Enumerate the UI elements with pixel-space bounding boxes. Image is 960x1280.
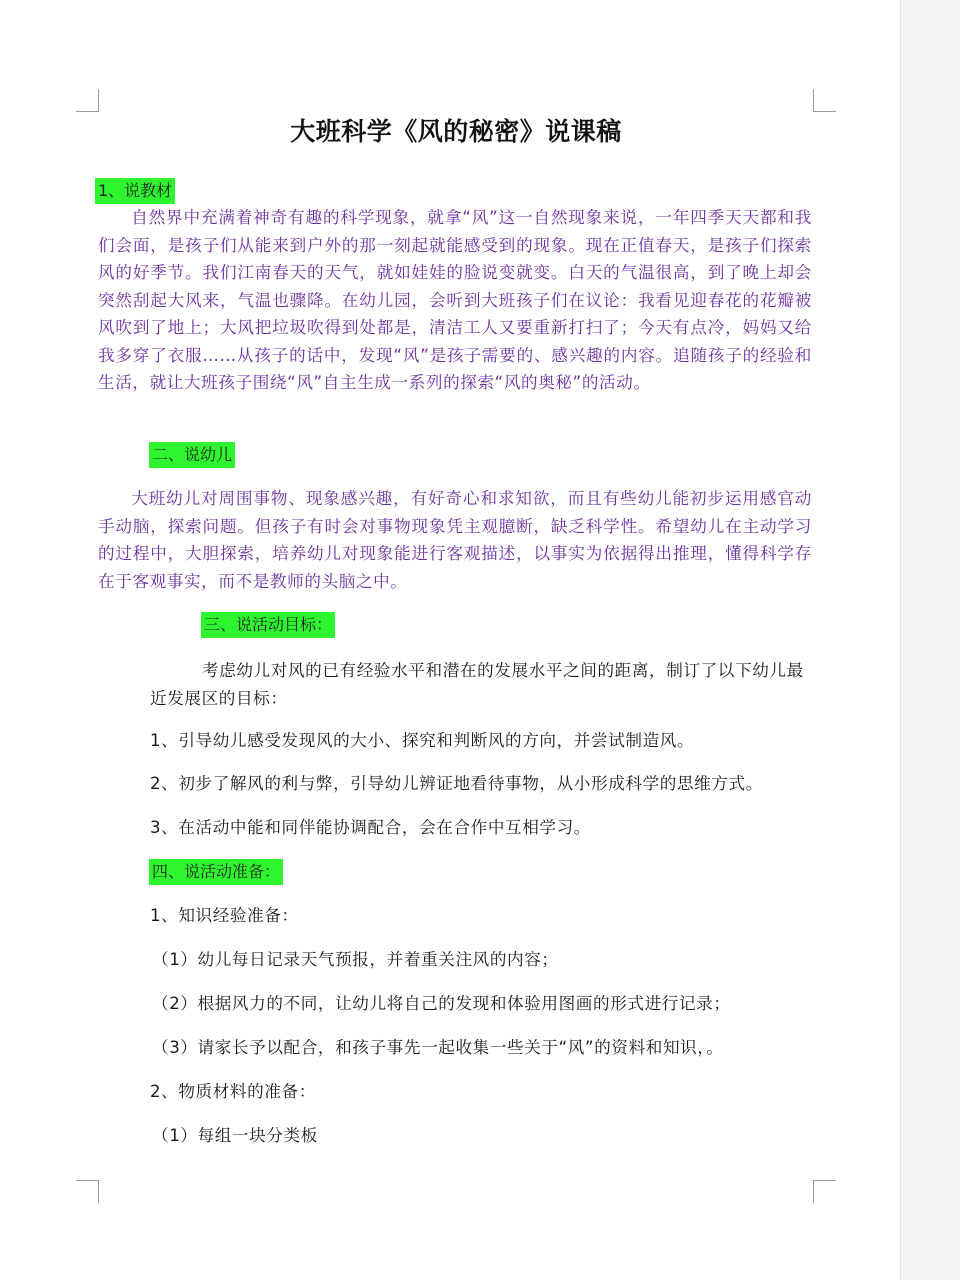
prep-item: （1）每组一块分类板 [152, 1126, 318, 1145]
scrollbar-track[interactable] [900, 0, 960, 1280]
goal-item-2: 2、初步了解风的利与弊，引导幼儿辨证地看待事物，从小形成科学的思维方式。 [150, 774, 763, 793]
section-body-children: 大班幼儿对周围事物、现象感兴趣，有好奇心和求知欲，而且有些幼儿能初步运用感官动手动脑，探索问题。但孩子有时会对事物现象凭主观臆断，缺乏科学性。希望幼儿在主动学习的过程中，大胆探索，培养幼儿对现象能进行客观描述，以事实为依据得出推理，懂得科学存在于客观事实，而不是教师的头脑之中。 [98, 489, 812, 591]
page-corner-mark-top-right [813, 89, 836, 112]
document-title: 大班科学《风的秘密》说课稿 [290, 117, 622, 146]
section-heading-children: 二、说幼儿 [149, 442, 235, 468]
page-corner-mark-bottom-right [813, 1180, 836, 1203]
page-corner-mark-bottom-left [76, 1180, 99, 1203]
goal-item-1: 1、引导幼儿感受发现风的大小、探究和判断风的方向，并尝试制造风。 [150, 731, 695, 750]
page-corner-mark-top-left [76, 89, 99, 112]
section-heading-goals: 三、说活动目标： [201, 612, 335, 638]
section-body-textbook: 自然界中充满着神奇有趣的科学现象，就拿“风”这一自然现象来说，一年四季天天都和我们会面，是孩子们从能来到户外的那一刻起就能感受到的现象。现在正值春天，是孩子们探索风的好季节。我们江南春天的天气，就如娃娃的脸说变就变。白天的气温很高，到了晚上却会突然刮起大风来，气温也骤降。在幼儿园，会听到大班孩子们在议论：我看见迎春花的花瓣被风吹到了地上；大风把垃圾吹得到处都是，清洁工人又要重新打扫了；今天有点冷，妈妈又给我多穿了衣服……从孩子的话中，发现“风”是孩子需要的、感兴趣的内容。追随孩子的经验和生活，就让大班孩子围绕“风”自主生成一系列的探索“风的奥秘”的活动。 [98, 208, 812, 392]
goal-item-3: 3、在活动中能和同伴能协调配合，会在合作中互相学习。 [150, 818, 591, 837]
prep-item: （3）请家长予以配合，和孩子事先一起收集一些关于“风”的资料和知识，。 [152, 1038, 724, 1057]
prep-item: 1、知识经验准备： [150, 906, 299, 925]
section-heading-preparation: 四、说活动准备： [149, 859, 283, 885]
prep-item: （1）幼儿每日记录天气预报，并着重关注风的内容； [152, 950, 559, 969]
goals-intro: 考虑幼儿对风的已有经验水平和潜在的发展水平之间的距离，制订了以下幼儿最近发展区的目标： [150, 661, 804, 708]
prep-item: 2、物质材料的准备： [150, 1082, 316, 1101]
prep-item: （2）根据风力的不同，让幼儿将自己的发现和体验用图画的形式进行记录； [152, 994, 731, 1013]
section-heading-textbook: 1、说教材 [95, 178, 175, 204]
